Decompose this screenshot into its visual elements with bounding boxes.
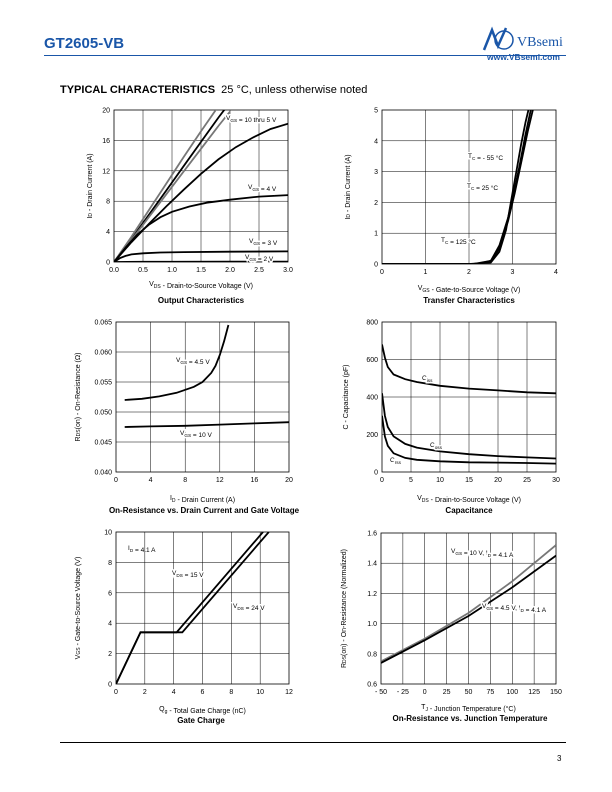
y-axis-label: ID - Drain Current (A)	[345, 154, 352, 220]
x-tick-label: 0.5	[138, 267, 148, 274]
chart-title-output: Output Characteristics	[157, 296, 245, 305]
x-tick-label: 12	[285, 689, 293, 696]
part-number: GT2605-VB	[44, 35, 125, 52]
x-tick-label: - 25	[396, 689, 409, 696]
y-axis-label: ID - Drain Current (A)	[87, 153, 94, 219]
y-tick-label: 0.8	[367, 651, 377, 659]
y-tick-label: 12	[102, 168, 110, 176]
brand-name: VBsemi	[517, 35, 563, 50]
x-tick-label: 1	[423, 269, 428, 276]
y-tick-label: 1.0	[367, 621, 377, 629]
series-label: $T_C = 25$ °C	[467, 183, 499, 192]
y-tick-label: 800	[366, 319, 378, 327]
x-tick-label: 4	[554, 269, 558, 276]
x-tick-label: 0	[380, 269, 384, 276]
x-tick-label: 20	[285, 477, 293, 484]
series-label: $C_{oss}$	[430, 442, 442, 450]
chart-on-resistance-temp	[341, 531, 562, 714]
x-tick-label: - 50	[374, 689, 388, 696]
y-tick-label: 6	[108, 590, 112, 598]
x-tick-label: 25	[442, 689, 451, 696]
y-tick-label: 0.045	[94, 439, 112, 447]
series-label: $T_C = 125$ °C	[441, 237, 476, 246]
series-label: $V_{GS} = 3$ V	[249, 238, 278, 247]
x-tick-label: 125	[528, 689, 540, 696]
y-tick-label: 400	[366, 394, 378, 402]
y-tick-label: 0.040	[94, 469, 112, 477]
x-axis-label: $V_{GS}$ - Gate-to-Source Voltage (V)	[417, 285, 521, 294]
x-axis-label: $V_{DS}$ - Drain-to-Source Voltage (V)	[417, 495, 521, 504]
chart-transfer	[345, 104, 558, 294]
x-tick-label: 12	[215, 477, 224, 484]
x-tick-label: 2	[467, 269, 471, 276]
y-tick-label: 2	[108, 651, 112, 659]
y-tick-label: 4	[106, 229, 110, 237]
series-line	[125, 422, 289, 427]
series-label: $V_{GS} = 4.5$ V, $I_D = 4.1$ A	[482, 603, 547, 614]
x-tick-label: 100	[506, 689, 519, 696]
x-tick-label: 150	[550, 689, 562, 696]
chart-title-capacitance: Capacitance	[445, 506, 493, 515]
series-label: $V_{GS} = 2$ V	[245, 254, 274, 263]
plot-frame	[116, 322, 289, 472]
y-tick-label: 8	[106, 198, 110, 206]
section-subtitle: 25 °C, unless otherwise noted	[221, 84, 368, 96]
x-tick-label: 75	[486, 689, 495, 696]
series-label: $V_{GS} = 4$ V	[248, 184, 277, 193]
y-tick-label: 16	[102, 137, 110, 145]
y-tick-label: 4	[374, 138, 378, 146]
series-label: $C_{rss}$	[390, 457, 401, 465]
page-number: 3	[557, 754, 562, 763]
chart-output	[87, 102, 293, 290]
y-tick-label: 0.050	[94, 409, 112, 417]
series-group	[125, 325, 289, 427]
series-label: $V_{GS} = 10$ V	[180, 430, 212, 439]
y-tick-label: 0.060	[94, 349, 112, 357]
website-link[interactable]: www.VBsemi.com	[487, 52, 560, 62]
y-tick-label: 10	[104, 529, 112, 537]
chart-title-transfer: Transfer Characteristics	[423, 296, 515, 305]
x-tick-label: 3.0	[283, 267, 293, 274]
y-tick-label: 0	[106, 259, 110, 267]
x-tick-label: 0.0	[109, 267, 119, 274]
y-tick-label: 0	[374, 261, 378, 269]
y-tick-label: 1.2	[367, 590, 377, 598]
x-tick-label: 20	[494, 477, 502, 484]
x-tick-label: 0	[380, 477, 384, 484]
x-tick-label: 50	[464, 689, 473, 696]
y-tick-label: 1.6	[367, 530, 377, 538]
series-label: $V_{GS} = 10$ thru 5 V	[226, 115, 277, 124]
chart-title-on-resistance: On-Resistance vs. Drain Current and Gate Voltage	[108, 506, 300, 515]
x-axis-label: $V_{DS}$ - Drain-to-Source Voltage (V)	[149, 281, 253, 290]
y-axis-label: RDS(on) - On-Resistance (Ω)	[75, 352, 82, 442]
x-tick-label: 0	[114, 477, 118, 484]
series-label: $V_{GS} = 4.5$ V	[176, 357, 210, 366]
chart-on-resistance	[75, 320, 293, 505]
x-tick-label: 25	[523, 477, 531, 484]
x-tick-label: 16	[250, 477, 259, 484]
y-tick-label: 3	[374, 169, 378, 177]
chart-title-on-resistance-temp: On-Resistance vs. Junction Temperature	[392, 714, 548, 723]
x-axis-label: $Q_g$ - Total Gate Charge (nC)	[159, 706, 246, 715]
y-tick-label: 0.065	[94, 319, 112, 327]
x-tick-label: 2	[142, 689, 147, 696]
x-axis-label: $I_D$ - Drain Current (A)	[169, 495, 236, 504]
footer-rule	[60, 742, 566, 743]
y-tick-label: 20	[102, 107, 110, 115]
y-tick-label: 0.6	[367, 681, 377, 689]
x-tick-label: 1.0	[167, 267, 177, 274]
y-tick-label: 0	[374, 469, 378, 477]
chart-gate-charge	[75, 530, 293, 716]
x-tick-label: 3	[510, 269, 515, 276]
x-tick-label: 10	[256, 689, 265, 696]
y-tick-label: 0	[108, 681, 112, 689]
series-label: $V_{DS} = 24$ V	[233, 603, 265, 612]
x-tick-label: 2.5	[254, 267, 264, 274]
chart-annotation: $I_D = 4.1$ A	[128, 545, 156, 554]
y-axis-label: VGS - Gate-to-Source Voltage (V)	[75, 556, 82, 660]
y-tick-label: 200	[366, 432, 378, 439]
series-line	[114, 106, 218, 262]
series-label: $C_{iss}$	[422, 375, 433, 383]
x-tick-label: 0	[114, 689, 118, 696]
x-tick-label: 4	[148, 477, 153, 484]
series-label: $V_{GS} = 10$ V, $I_D = 4.1$ A	[451, 548, 514, 559]
y-tick-label: 4	[108, 620, 112, 628]
y-tick-label: 1	[374, 230, 378, 238]
x-tick-label: 5	[409, 477, 413, 484]
x-tick-label: 10	[436, 477, 444, 484]
section-title: TYPICAL CHARACTERISTICS	[60, 84, 216, 96]
x-tick-label: 8	[229, 689, 234, 696]
x-tick-label: 4	[171, 689, 176, 696]
chart-title-gate-charge: Gate Charge	[177, 716, 225, 725]
x-axis-label: $T_J$ - Junction Temperature (°C)	[421, 704, 516, 713]
y-tick-label: 600	[366, 357, 378, 364]
y-tick-label: 0.055	[94, 379, 112, 387]
y-tick-label: 5	[374, 107, 378, 115]
x-tick-label: 15	[465, 477, 473, 484]
chart-capacitance	[343, 320, 560, 505]
y-tick-label: 2	[374, 199, 378, 207]
y-tick-label: 1.4	[367, 560, 377, 568]
series-label: $T_C$ = - 55 °C	[468, 153, 504, 162]
series-label: $V_{DS} = 15$ V	[172, 570, 204, 579]
x-tick-label: 30	[552, 477, 560, 484]
x-tick-label: 6	[200, 689, 205, 696]
y-axis-label: RDS(on) - On-Resistance (Normalized)	[341, 548, 348, 669]
x-tick-label: 2.0	[225, 267, 235, 274]
y-tick-label: 8	[108, 559, 112, 567]
x-tick-label: 8	[183, 477, 188, 484]
y-axis-label: C - Capacitance (pF)	[343, 364, 350, 430]
x-tick-label: 0	[422, 689, 427, 696]
x-tick-label: 1.5	[196, 267, 206, 274]
